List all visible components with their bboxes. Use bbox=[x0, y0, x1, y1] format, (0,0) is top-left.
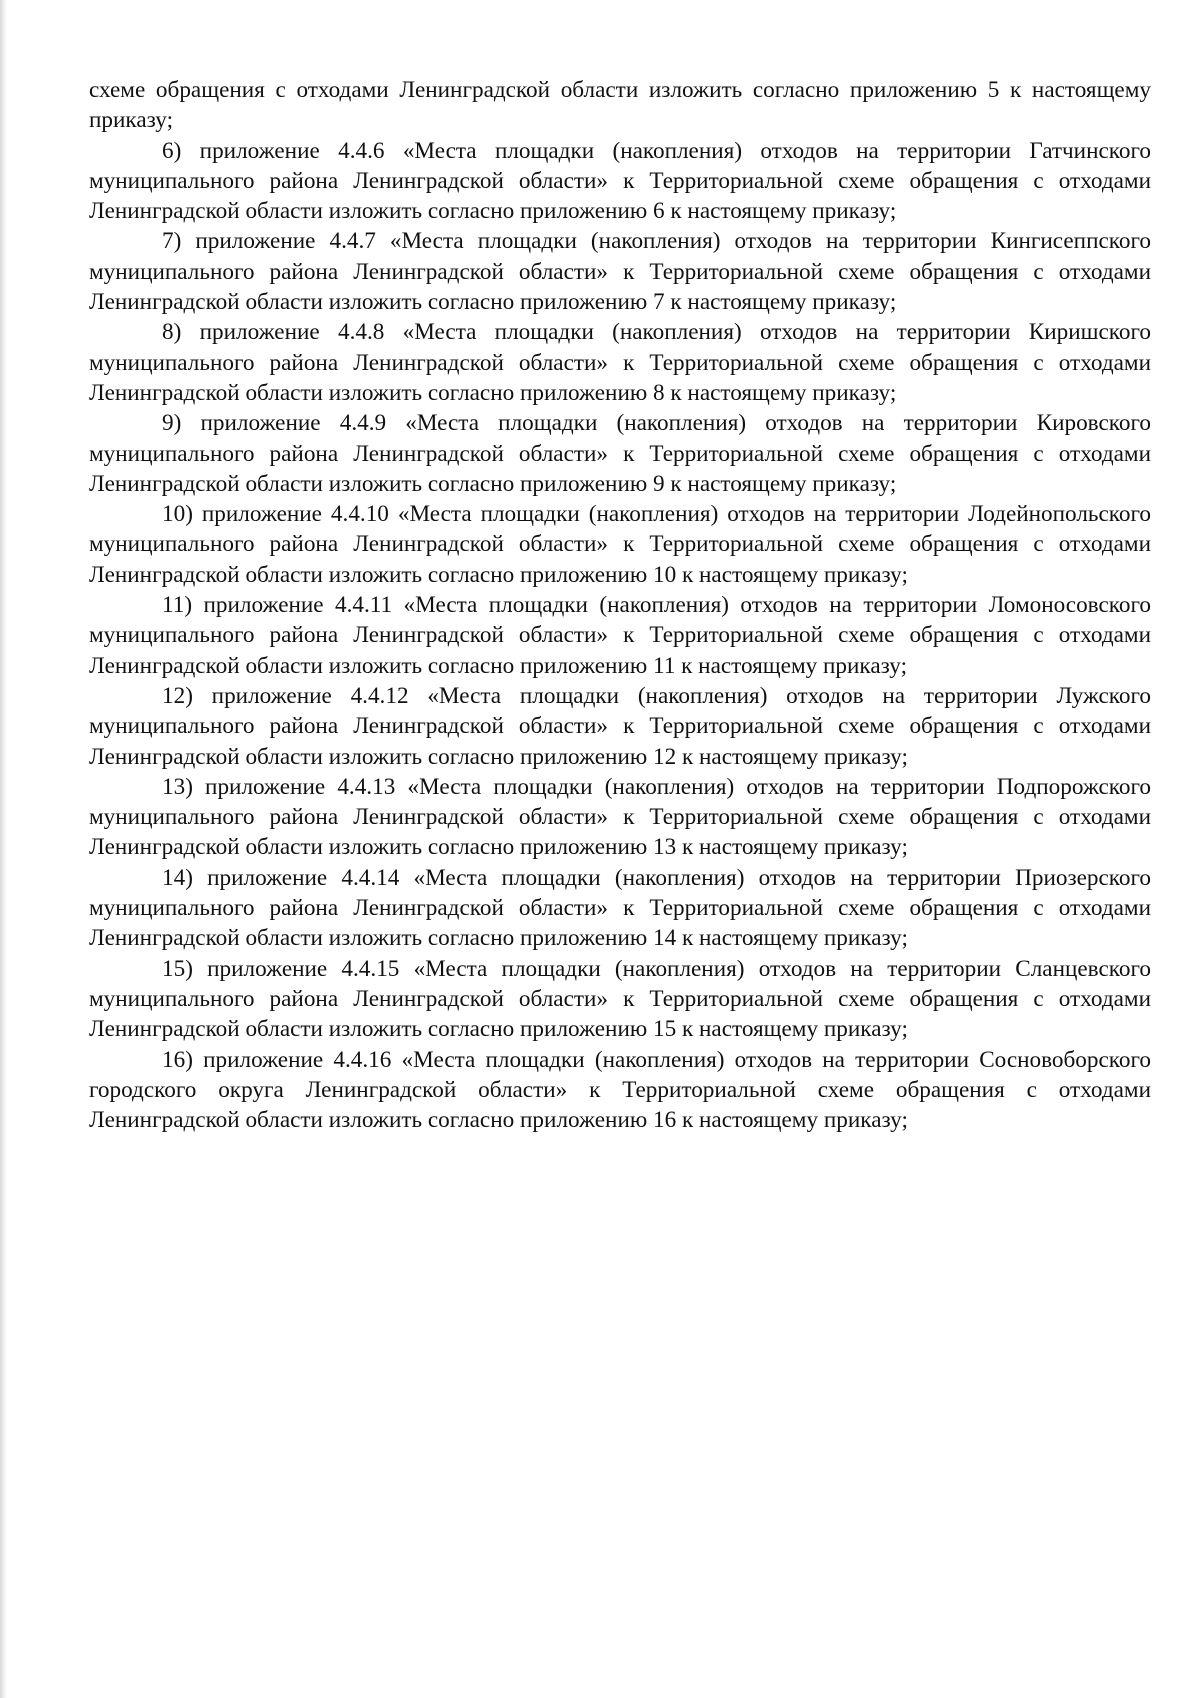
paragraph-item-9: 9) приложение 4.4.9 «Места площадки (накопления) отходов на территории Кировского муниципального района Ленинградской области» к Территориальной схеме обращения с отходами Ленинградской области изложить согласно приложению 9 к настоящему приказу; bbox=[89, 410, 1151, 497]
paragraph-item-13: 13) приложение 4.4.13 «Места площадки (накопления) отходов на территории Подпорожского муниципального района Ленинградской области» к Территориальной схеме обращения с отходами Ленинградской области изложить согласно приложению 13 к настоящему приказу; bbox=[89, 773, 1151, 861]
paragraph-item-16: 16) приложение 4.4.16 «Места площадки (накопления) отходов на территории Сосновоборского городского округа Ленинградской области» к Территориальной схеме обращения с отходами Ленинградской области изложить согласно приложению 16 к настоящему приказу; bbox=[89, 1046, 1151, 1134]
document-page bbox=[89, 75, 1151, 1135]
paragraph-item-15: 15) приложение 4.4.15 «Места площадки (накопления) отходов на территории Сланцевского муниципального района Ленинградской области» к Территориальной схеме обращения с отходами Ленинградской области изложить согласно приложению 15 к настоящему приказу; bbox=[89, 955, 1151, 1043]
paragraph-item-6: 6) приложение 4.4.6 «Места площадки (накопления) отходов на территории Гатчинского муниципального района Ленинградской области» к Территориальной схеме обращения с отходами Ленинградской области изложить согласно приложению 6 к настоящему приказу; bbox=[89, 137, 1151, 225]
paragraph-item-12: 12) приложение 4.4.12 «Места площадки (накопления) отходов на территории Лужского муниципального района Ленинградской области» к Территориальной схеме обращения с отходами Ленинградской области изложить согласно приложению 12 к настоящему приказу; bbox=[89, 682, 1151, 770]
paragraph-item-8: 8) приложение 4.4.8 «Места площадки (накопления) отходов на территории Киришского муниципального района Ленинградской области» к Территориальной схеме обращения с отходами Ленинградской области изложить согласно приложению 8 к настоящему приказу; bbox=[89, 319, 1151, 406]
paragraph-item-11: 11) приложение 4.4.11 «Места площадки (накопления) отходов на территории Ломоносовского муниципального района Ленинградской области» к Территориальной схеме обращения с отходами Ленинградской области изложить согласно приложению 11 к настоящему приказу; bbox=[89, 592, 1151, 679]
scan-edge-shadow bbox=[0, 0, 7, 1698]
paragraph-item-14: 14) приложение 4.4.14 «Места площадки (накопления) отходов на территории Приозерского муниципального района Ленинградской области» к Территориальной схеме обращения с отходами Ленинградской области изложить согласно приложению 14 к настоящему приказу; bbox=[89, 864, 1151, 952]
paragraph-item-7: 7) приложение 4.4.7 «Места площадки (накопления) отходов на территории Кингисеппского муниципального района Ленинградской области» к Территориальной схеме обращения с отходами Ленинградской области изложить согласно приложению 7 к настоящему приказу; bbox=[89, 228, 1151, 316]
paragraph-continuation: схеме обращения с отходами Ленинградской области изложить согласно приложению 5 к настоящему приказу; bbox=[89, 77, 1151, 134]
paragraph-item-10: 10) приложение 4.4.10 «Места площадки (накопления) отходов на территории Лодейнопольского муниципального района Ленинградской области» к Территориальной схеме обращения с отходами Ленинградской области изложить согласно приложению 10 к настоящему приказу; bbox=[89, 501, 1151, 588]
